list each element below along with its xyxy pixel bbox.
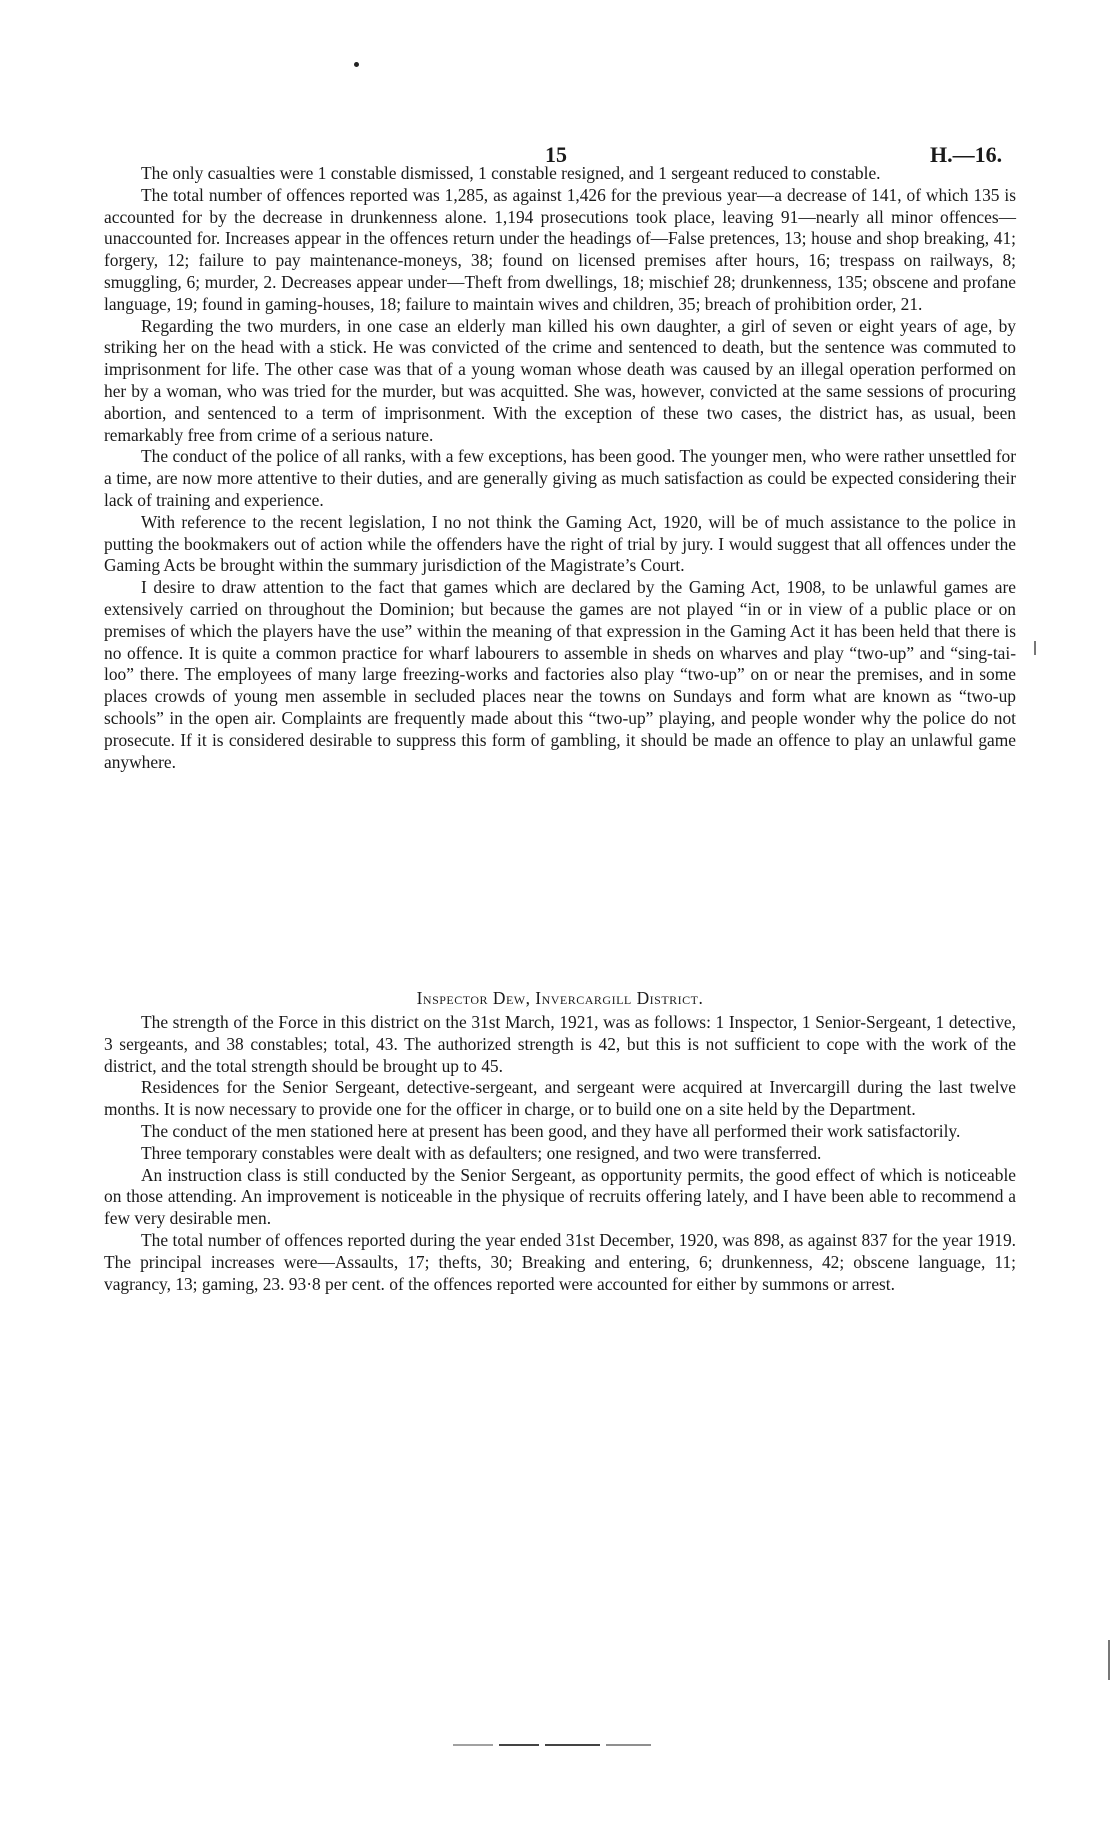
paragraph-force-strength: The strength of the Force in this district on the 31st March, 1921, was as follows: 1 Inspector, 1 Senior-Sergeant, 1 detective, 3 sergeants, and 38 constables; total, 43. The authorized strength is 42, but this is not sufficient to cope with the work of the district, and the total strength should be brought up to 45. <box>104 1012 1016 1076</box>
paragraph-offences-reported: The total number of offences reported was 1,285, as against 1,426 for the previous year—a decrease of 141, of which 135 is accounted for by the decrease in drunkenness alone. 1,194 prosecutions took place, leaving 91—nearly all minor offences—unaccounted for. Increases appear in the offences return under the headings of—False pretences, 13; house and shop breaking, 41; forgery, 12; failure to pay maintenance-moneys, 38; found on licensed premises after hours, 16; trespass on railways, 8; smuggling, 6; murder, 2. Decreases appear under—Theft from dwellings, 18; mischief 28; drunkenness, 135; obscene and profane language, 19; found in gaming-houses, 18; failure to maintain wives and children, 35; breach of prohibition order, 21. <box>104 184 1016 314</box>
section-end-rule <box>453 1744 653 1748</box>
paragraph-gaming-act-1920: With reference to the recent legislation, I no not think the Gaming Act, 1920, will be of much assistance to the police in putting the bookmakers out of action while the offenders have the right of trial by jury. I would suggest that all offences under the Gaming Acts be brought within the summary jurisdiction of the Magistrate’s Court. <box>104 511 1016 576</box>
paragraph-offences-1920: The total number of offences reported during the year ended 31st December, 1920, was 898, as against 837 for the year 1919. The principal increases were—Assaults, 17; thefts, 30; Breaking and entering, 6; drunkenness, 42; obscene language, 11; vagrancy, 13; gaming, 23. 93·8 per cent. of the offences reported were accounted for either by summons or arrest. <box>104 1229 1016 1294</box>
paragraph-defaulters: Three temporary constables were dealt with as defaulters; one resigned, and two were transferred. <box>141 1142 822 1163</box>
paragraph-conduct-of-men: The conduct of the men stationed here at present has been good, and they have all performed their work satisfactorily. <box>141 1120 961 1141</box>
paragraph-casualties: The only casualties were 1 constable dismissed, 1 constable resigned, and 1 sergeant reduced to constable. <box>141 163 881 183</box>
report-code: H.—16. <box>930 142 1003 167</box>
paragraph-instruction-class: An instruction class is still conducted by the Senior Sergeant, as opportunity permits, the good effect of which is noticeable on those attending. An improvement is noticeable in the physique of recruits offering lately, and I have been able to recommend a few very desirable men. <box>104 1164 1016 1229</box>
paragraph-murders: Regarding the two murders, in one case an elderly man killed his own daughter, a girl of seven or eight years of age, by striking her on the head with a stick. He was convicted of the crime and sentenced to death, but the sentence was commuted to imprisonment for life. The other case was that of a young woman whose death was caused by an illegal operation performed on her by a woman, who was tried for the murder, but was acquitted. She was, however, convicted at the same sessions of procuring abortion, and sentenced to a term of imprisonment. With the exception of these two cases, the district has, as usual, been remarkably free from crime of a serious nature. <box>104 315 1016 445</box>
paragraph-unlawful-games: I desire to draw attention to the fact that games which are declared by the Gaming Act, 1908, to be unlawful games are extensively carried on throughout the Dominion; but because the games are not played “in or in view of a public place or on premises of which the players have the use” within the meaning of that expression in the Gaming Act it has been held that there is no offence. It is quite a common practice for wharf labourers to assemble in sheds on wharves and play “two-up” and “sing-tai-loo” there. The employees of many large freezing-works and factories also play “two-up” on or near the premises, and in some places crowds of young men assemble in secluded places near the towns on Sundays and form what are known as “two-up schools” in the open air. Complaints are frequently made about this “two-up” playing, and people wonder why the police do not prosecute. If it is considered desirable to suppress this form of gambling, it should be made an offence to play an unlawful game anywhere. <box>104 577 1016 772</box>
paragraph-conduct-of-police: The conduct of the police of all ranks, with a few exceptions, has been good. The younger men, who were rather unsettled for a time, are now more attentive to their duties, and are generally giving as much satisfaction as could be expected considering their lack of training and experience. <box>104 446 1016 510</box>
paragraph-residences: Residences for the Senior Sergeant, detective-sergeant, and sergeant were acquired at Invercargill during the last twelve months. It is now necessary to provide one for the officer in charge, or to build one on a site held by the Department. <box>104 1077 1016 1120</box>
margin-mark <box>1034 641 1036 655</box>
print-speck <box>354 62 359 67</box>
margin-mark <box>1108 1640 1110 1680</box>
continued-report-body <box>104 163 1016 773</box>
invercargill-report-body <box>104 1012 1016 1295</box>
page-number: 15 <box>545 142 567 167</box>
section-heading-invercargill: Inspector Dew, Invercargill District. <box>416 988 704 1008</box>
